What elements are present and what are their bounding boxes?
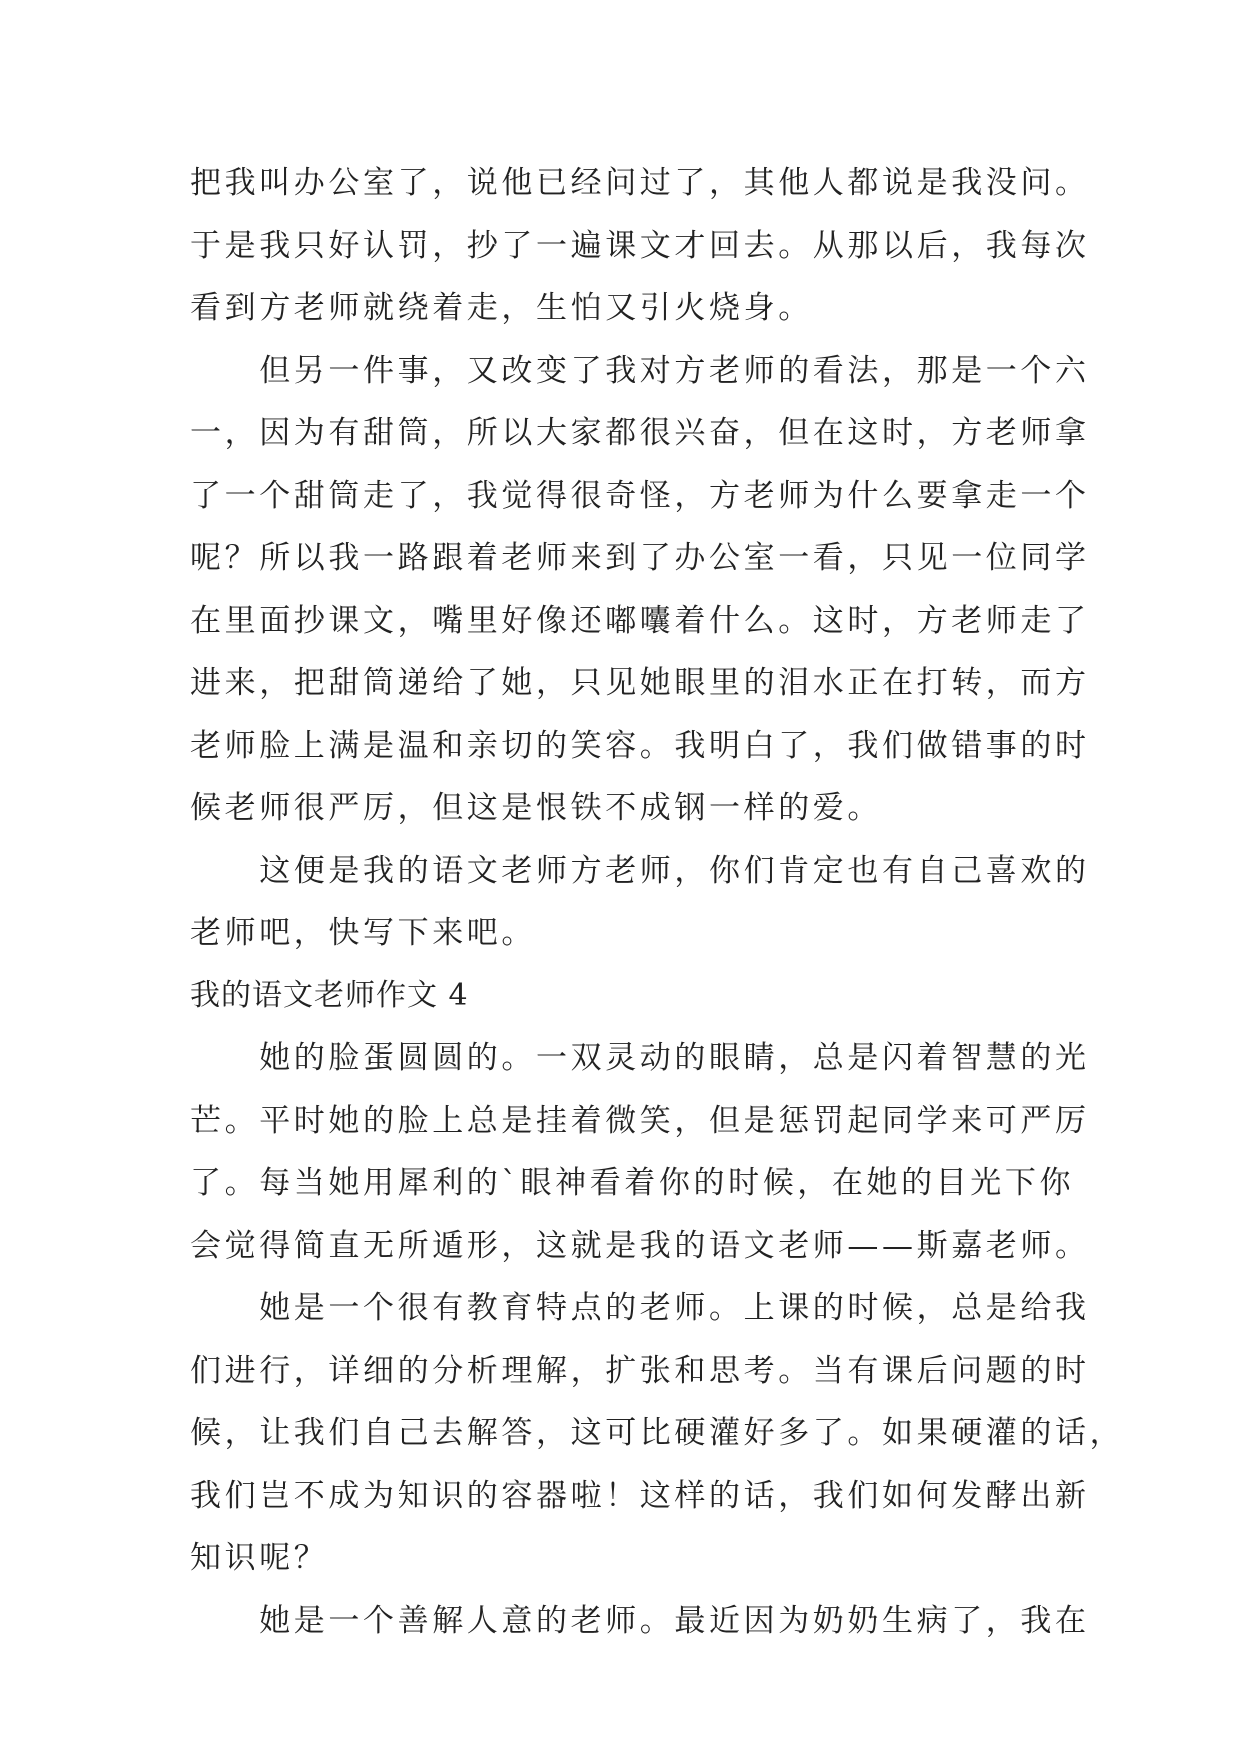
text-line: 看到方老师就绕着走，生怕又引火烧身。 [190, 290, 813, 326]
text-line: 在里面抄课文，嘴里好像还嘟囔着什么。这时，方老师走了 [190, 602, 1090, 639]
text-line: 把我叫办公室了，说他已经问过了，其他人都说是我没问。 [190, 165, 1090, 201]
text-line: 我们岂不成为知识的容器啦！这样的话，我们如何发酵出新 [190, 1477, 1090, 1514]
text-line: 了一个甜筒走了，我觉得很奇怪，方老师为什么要拿走一个 [190, 477, 1090, 514]
text-line: 她的脸蛋圆圆的。一双灵动的眼睛，总是闪着智慧的光 [190, 1040, 1090, 1076]
text-line: 候老师很严厉，但这是恨铁不成钢一样的爱。 [190, 790, 882, 826]
text-line: 这便是我的语文老师方老师，你们肯定也有自己喜欢的 [190, 852, 1090, 889]
text-line: 候，让我们自己去解答，这可比硬灌好多了。如果硬灌的话， [190, 1415, 1125, 1451]
section-heading: 我的语文老师作文 4 [190, 977, 469, 1013]
text-line: 但另一件事，又改变了我对方老师的看法，那是一个六 [190, 352, 1090, 389]
text-line: 会觉得简直无所遁形，这就是我的语文老师——斯嘉老师。 [190, 1227, 1090, 1264]
text-line: 芒。平时她的脸上总是挂着微笑，但是惩罚起同学来可严厉 [190, 1102, 1090, 1139]
text-line: 一，因为有甜筒，所以大家都很兴奋，但在这时，方老师拿 [190, 415, 1090, 451]
text-line: 老师脸上满是温和亲切的笑容。我明白了，我们做错事的时 [190, 727, 1090, 764]
text-line: 呢？所以我一路跟着老师来到了办公室一看，只见一位同学 [190, 540, 1090, 576]
text-line: 知识呢？ [190, 1540, 329, 1576]
text-line: 进来，把甜筒递给了她，只见她眼里的泪水正在打转，而方 [190, 665, 1090, 701]
text-line: 们进行，详细的分析理解，扩张和思考。当有课后问题的时 [190, 1352, 1090, 1389]
essay-text [190, 152, 1125, 1652]
text-line: 她是一个很有教育特点的老师。上课的时候，总是给我 [190, 1290, 1090, 1326]
text-line: 她是一个善解人意的老师。最近因为奶奶生病了，我在 [190, 1602, 1090, 1639]
text-line: 了。每当她用犀利的`眼神看着你的时候，在她的目光下你 [190, 1165, 1075, 1201]
text-line: 老师吧，快写下来吧。 [190, 915, 536, 951]
text-line: 于是我只好认罚，抄了一遍课文才回去。从那以后，我每次 [190, 227, 1090, 264]
